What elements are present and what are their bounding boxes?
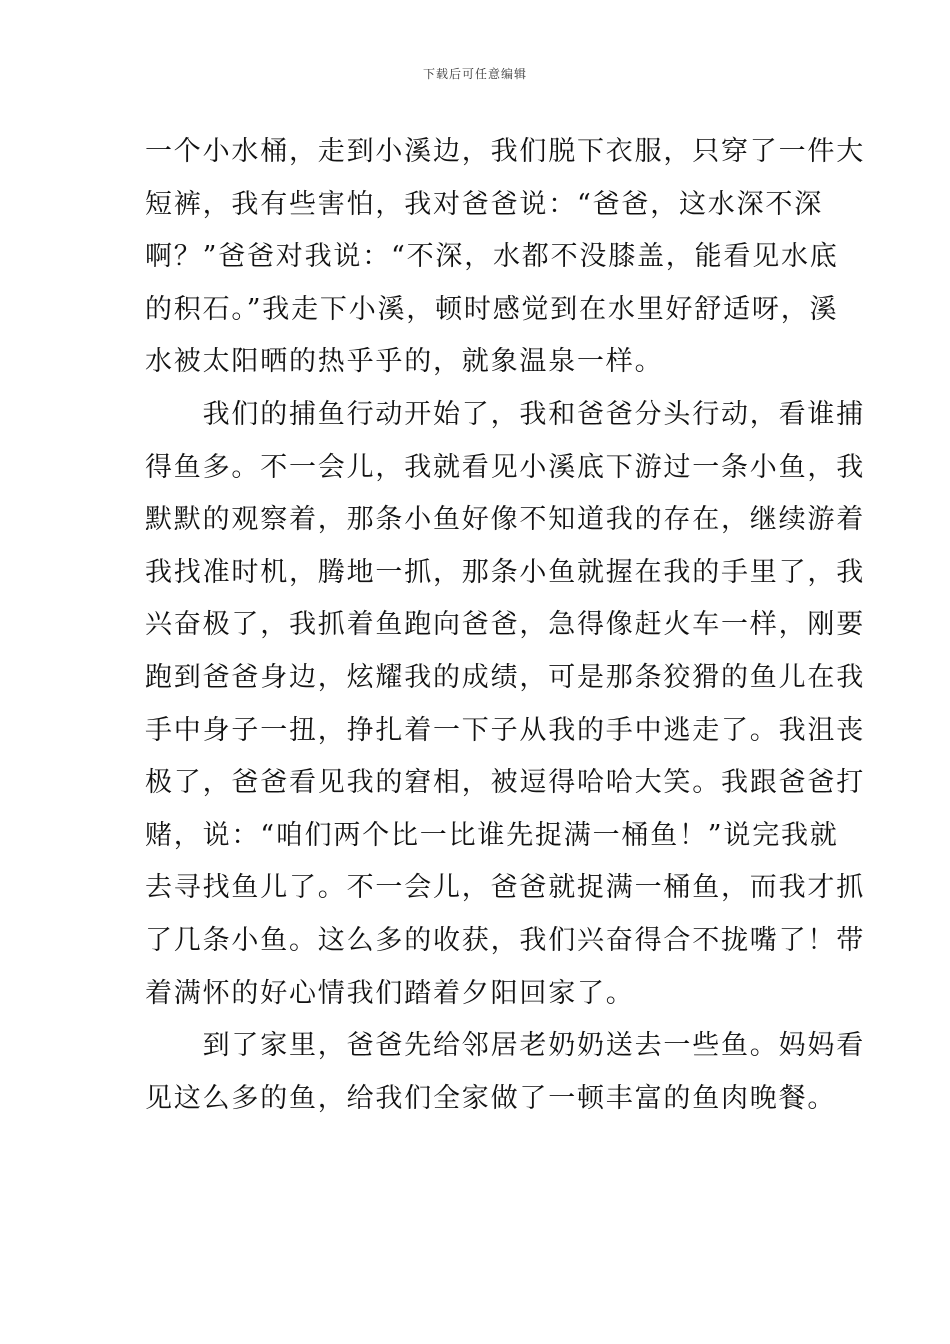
- text-line: 我找准时机，腾地一抓，那条小鱼就握在我的手里了，我: [145, 556, 865, 588]
- text-line: 水被太阳晒的热乎乎的，就象温泉一样。: [145, 346, 664, 378]
- text-line: 的积石。”我走下小溪，顿时感觉到在水里好舒适呀，溪: [145, 293, 839, 325]
- document-body: [145, 130, 865, 1129]
- text-line: 极了，爸爸看见我的窘相，被逗得哈哈大笑。我跟爸爸打: [145, 767, 865, 799]
- text-line: 默默的观察着，那条小鱼好像不知道我的存在，继续游着: [145, 504, 865, 536]
- text-line: 见这么多的鱼，给我们全家做了一顿丰富的鱼肉晚餐。: [145, 1082, 837, 1114]
- text-line: 兴奋极了，我抓着鱼跑向爸爸，急得像赶火车一样，刚要: [145, 609, 865, 641]
- text-line: 着满怀的好心情我们踏着夕阳回家了。: [145, 977, 635, 1009]
- text-line: 跑到爸爸身边，炫耀我的成绩，可是那条狡猾的鱼儿在我: [145, 661, 865, 693]
- text-line: 去寻找鱼儿了。不一会儿，爸爸就捉满一桶鱼，而我才抓: [145, 872, 865, 904]
- text-line: 手中身子一扭，挣扎着一下子从我的手中逃走了。我沮丧: [145, 714, 865, 746]
- text-line: 一个小水桶，走到小溪边，我们脱下衣服，只穿了一件大: [145, 136, 865, 167]
- text-line: 了几条小鱼。这么多的收获，我们兴奋得合不拢嘴了！带: [145, 924, 865, 956]
- text-line: 赌，说：“咱们两个比一比谁先捉满一桶鱼！”说完我就: [145, 819, 839, 851]
- text-line: 我们的捕鱼行动开始了，我和爸爸分头行动，看谁捕: [145, 398, 865, 430]
- text-line: 短裤，我有些害怕，我对爸爸说：“爸爸，这水深不深: [145, 188, 824, 220]
- page-header: 下载后可任意编辑: [422, 67, 527, 81]
- text-line: 得鱼多。不一会儿，我就看见小溪底下游过一条小鱼，我: [145, 451, 865, 483]
- text-line: 啊？”爸爸对我说：“不深，水都不没膝盖，能看见水底: [145, 241, 839, 273]
- text-line: 到了家里，爸爸先给邻居老奶奶送去一些鱼。妈妈看: [145, 1030, 865, 1062]
